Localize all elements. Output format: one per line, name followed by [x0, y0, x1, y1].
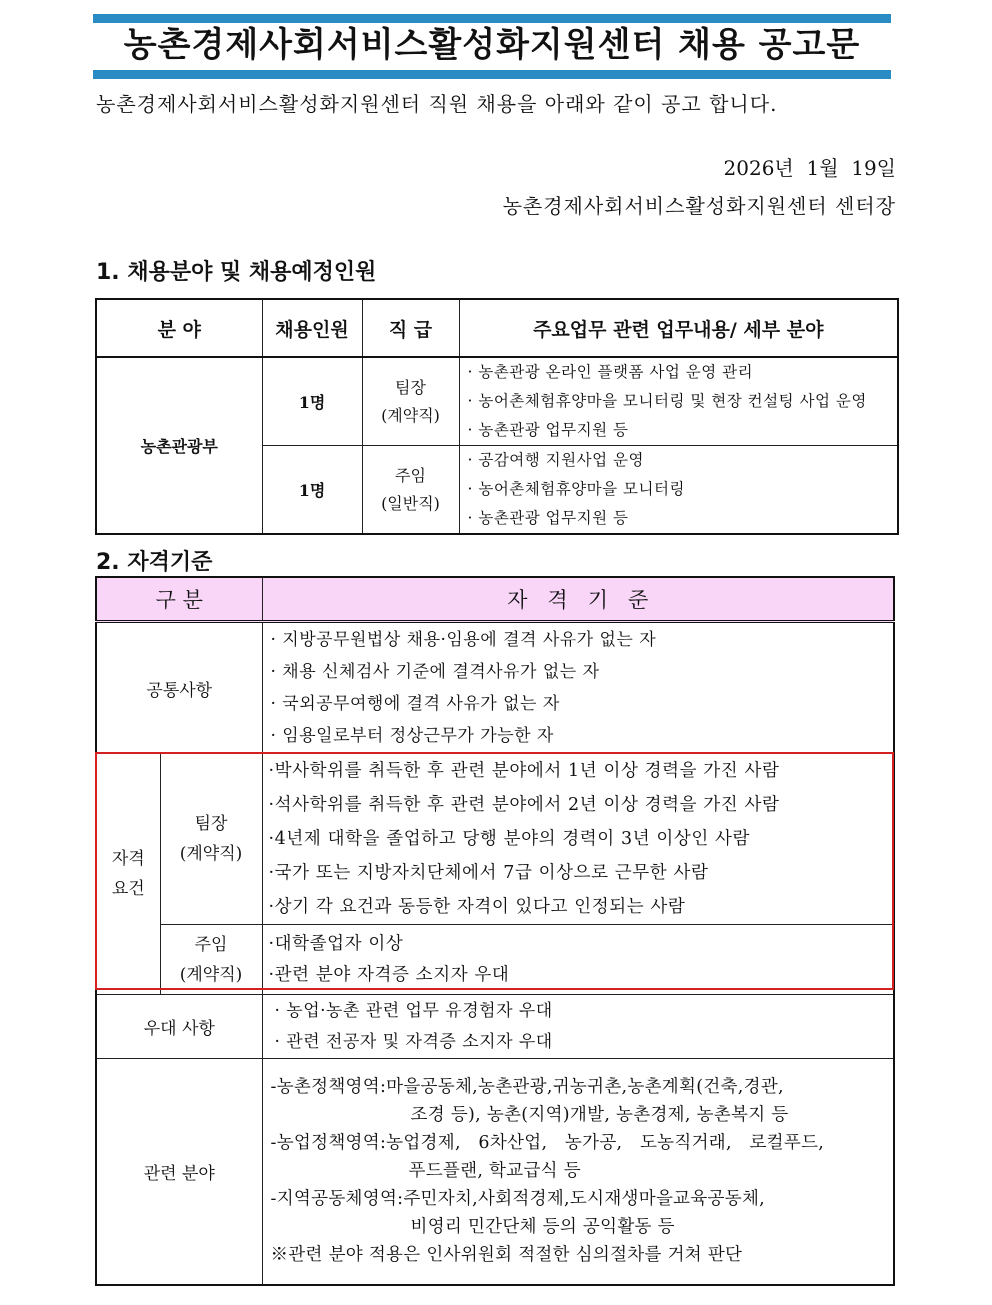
list-item: · 농업·농촌 관련 업무 유경험자 우대 [274, 1000, 553, 1021]
related-line: -지역공동체영역:주민자치,사회적경제,도시재생마을교육공동체, [270, 1189, 766, 1210]
duty-item: · 농촌관광 업무지원 등 [467, 509, 629, 527]
recruitment-table [95, 298, 899, 535]
table-row [96, 622, 894, 754]
related-line: 비영리 민간단체 등의 공익활동 등 [410, 1217, 675, 1238]
preference-items [262, 995, 894, 1059]
duty-item: · 농어촌체험휴양마을 모니터링 [467, 480, 685, 498]
list-item: ·국가 또는 지방자치단체에서 7급 이상으로 근무한 사람 [268, 863, 709, 883]
list-item: · 국외공무여행에 결격 사유가 없는 자 [270, 694, 560, 714]
related-label: 관련 분야 [96, 1059, 262, 1285]
related-line: -농촌정책영역:마을공동체,농촌관광,귀농귀촌,농촌계획(건축,경관, [270, 1077, 784, 1098]
count-cell: 1명 [262, 357, 362, 446]
col-count: 채용인원 [262, 299, 362, 357]
duty-item: · 농촌관광 온라인 플랫폼 사업 운영 관리 [467, 363, 754, 381]
list-item: ·관련 분야 자격증 소지자 우대 [268, 964, 510, 985]
department-cell: 농촌관광부 [96, 357, 262, 534]
table-header-row [96, 577, 894, 622]
table-header-row [96, 299, 898, 357]
rank-title: 주임 [194, 934, 228, 955]
common-items [262, 622, 894, 754]
qual-label-line: 요건 [111, 879, 145, 899]
table-row [96, 995, 894, 1059]
notice-date: 2026년 1월 19일 [723, 156, 896, 180]
table-row [96, 754, 894, 925]
col-duties: 주요업무 관련 업무내용/ 세부 분야 [459, 299, 898, 357]
section1-heading: 1. 채용분야 및 채용예정인원 [96, 260, 377, 285]
related-line: -농업정책영역:농업경제, 6차산업, 농가공, 도농직거래, 로컬푸드, [270, 1133, 825, 1154]
page-title: 농촌경제사회서비스활성화지원센터 채용 공고문 [123, 25, 861, 65]
list-item: ·상기 각 요건과 동등한 자격이 있다고 인정되는 사람 [268, 897, 686, 917]
rank-title: 팀장 [395, 377, 426, 397]
list-item: · 관련 전공자 및 자격증 소지자 우대 [274, 1031, 553, 1052]
qualification-table [95, 576, 895, 1286]
list-item: ·박사학위를 취득한 후 관련 분야에서 1년 이상 경력을 가진 사람 [268, 761, 780, 781]
leader-rank [160, 754, 262, 925]
table-row [96, 357, 898, 446]
table-row [96, 1059, 894, 1285]
list-item: · 임용일로부터 정상근무가 가능한 자 [270, 726, 554, 746]
common-label: 공통사항 [96, 622, 262, 754]
col-criteria: 자 격 기 준 [262, 577, 894, 622]
duty-item: · 농어촌체험휴양마을 모니터링 및 현장 컨설팅 사업 운영 [467, 392, 867, 410]
rank-type: (계약직) [179, 964, 243, 985]
duties-cell [459, 357, 898, 446]
intro-text: 농촌경제사회서비스활성화지원센터 직원 채용을 아래와 같이 공고 합니다. [96, 92, 778, 116]
col-category: 구 분 [96, 577, 262, 622]
duties-cell [459, 446, 898, 535]
col-field: 분 야 [96, 299, 262, 357]
rank-cell [362, 446, 459, 535]
related-line: 조경 등), 농촌(지역)개발, 농촌경제, 농촌복지 등 [410, 1105, 789, 1126]
duty-item: · 농촌관광 업무지원 등 [467, 421, 629, 439]
table-row [96, 925, 894, 995]
qual-label [96, 754, 160, 995]
list-item: ·대학졸업자 이상 [268, 933, 404, 954]
rank-title: 주임 [395, 465, 426, 485]
count-cell: 1명 [262, 446, 362, 535]
list-item: ·석사학위를 취득한 후 관련 분야에서 2년 이상 경력을 가진 사람 [268, 795, 780, 815]
rank-cell [362, 357, 459, 446]
signer: 농촌경제사회서비스활성화지원센터 센터장 [502, 194, 896, 218]
col-rank: 직 급 [362, 299, 459, 357]
duty-item: · 공감여행 지원사업 운영 [467, 451, 644, 469]
rank-type: (계약직) [381, 405, 440, 425]
rank-type: (일반직) [381, 493, 440, 513]
list-item: · 채용 신체검사 기준에 결격사유가 없는 자 [270, 662, 600, 682]
qual-label-line: 자격 [111, 849, 145, 869]
leader-criteria [262, 754, 894, 925]
staff-criteria [262, 925, 894, 995]
title-bottom-bar [93, 70, 891, 79]
list-item: · 지방공무원법상 채용·임용에 결격 사유가 없는 자 [270, 630, 657, 650]
staff-rank [160, 925, 262, 995]
related-items [262, 1059, 894, 1285]
rank-title: 팀장 [194, 814, 228, 834]
list-item: ·4년제 대학을 졸업하고 당행 분야의 경력이 3년 이상인 사람 [268, 829, 751, 849]
related-line: ※관련 분야 적용은 인사위원회 적절한 심의절차를 거쳐 판단 [270, 1245, 743, 1266]
preference-label: 우대 사항 [96, 995, 262, 1059]
rank-type: (계약직) [179, 844, 243, 864]
section2-heading: 2. 자격기준 [96, 550, 213, 575]
related-line: 푸드플랜, 학교급식 등 [408, 1161, 581, 1182]
